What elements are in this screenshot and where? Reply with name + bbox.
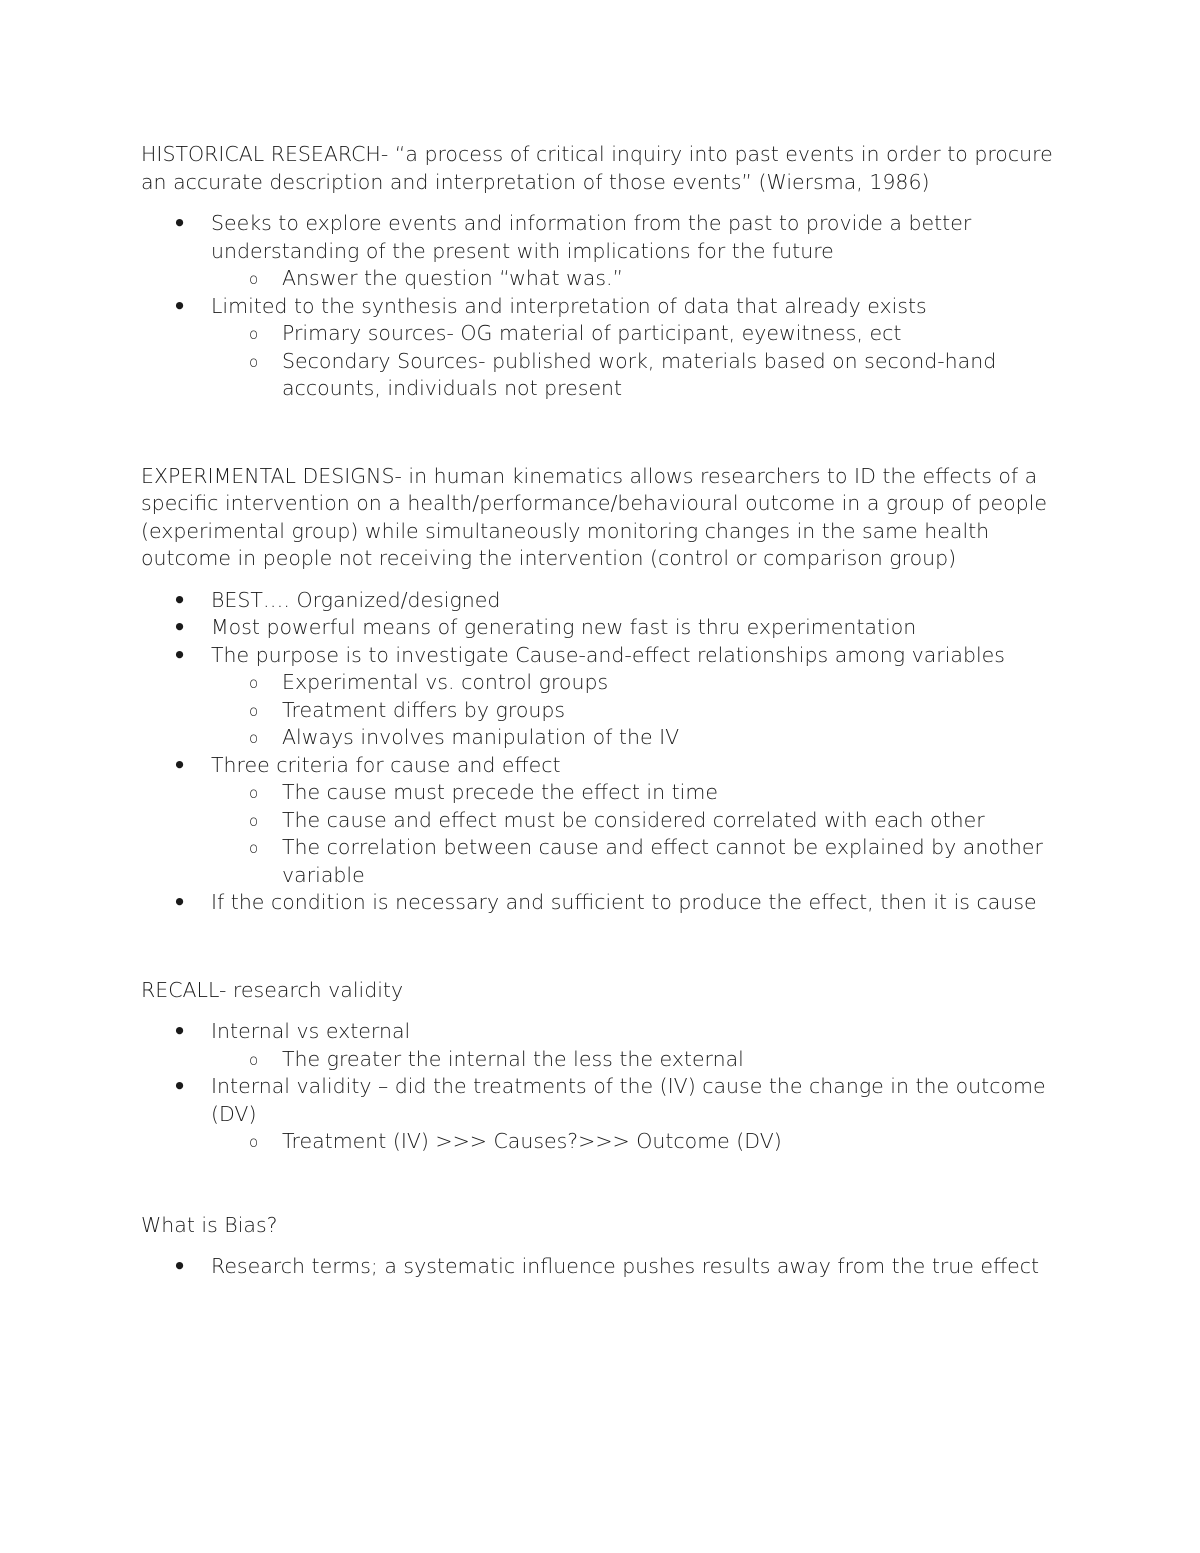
sub-list-item-text: Experimental vs. control groups [282, 670, 609, 694]
sub-bullet-icon [249, 808, 258, 836]
section-experimental-designs [141, 463, 1060, 917]
sub-bullet-icon [249, 698, 258, 726]
list-item [141, 1018, 1060, 1073]
sub-bullet-icon [249, 835, 258, 863]
sub-list [211, 320, 1060, 403]
bullet-list [141, 210, 1060, 403]
list-item-text: Research terms; a systematic influence pushes results away from the true effect [211, 1254, 1040, 1278]
sub-list-item-text: The cause and effect must be considered correlated with each other [282, 807, 985, 832]
bullet-list [141, 1018, 1060, 1156]
list-item-text: If the condition is necessary and sufficient to produce the effect, then it is cause [211, 890, 1037, 914]
bullet-icon [173, 1073, 185, 1101]
list-item-text: Seeks to explore events and information from the past to provide a better understanding of the present with implications for the future [211, 211, 972, 263]
sub-bullet-icon [249, 1047, 258, 1075]
sub-list-item-text: Treatment (IV) >>> Causes?>>> Outcome (DV) [282, 1129, 782, 1153]
list-item-text: Most powerful means of generating new fast is thru experimentation [211, 615, 917, 639]
list-item [141, 587, 1060, 615]
sub-list-item-text: The cause must precede the effect in time [282, 780, 718, 804]
sub-list-item [141, 1128, 1060, 1156]
sub-bullet-icon [249, 266, 258, 294]
sub-bullet-icon [249, 349, 258, 377]
bullet-icon [173, 1018, 185, 1046]
sub-list-item-text: Answer the question “what was.” [282, 266, 624, 290]
bullet-icon [173, 293, 185, 321]
section-intro: RECALL- research validity [141, 977, 404, 1002]
list-item-text: Three criteria for cause and effect [211, 752, 561, 777]
list-item-text: BEST…. Organized/designed [211, 587, 501, 612]
bullet-list [141, 1253, 1060, 1281]
section-intro: What is Bias? [141, 1212, 278, 1237]
sub-list [211, 265, 1060, 293]
list-item-text: The purpose is to investigate Cause-and-effect relationships among variables [211, 642, 1005, 667]
section-historical-research [141, 141, 1060, 403]
bullet-icon [173, 210, 185, 238]
sub-bullet-icon [249, 321, 258, 349]
sub-list-item [141, 779, 1060, 807]
section-spacer [141, 1156, 1060, 1212]
sub-list-item [141, 807, 1060, 835]
sub-list-item [141, 697, 1060, 725]
list-item-text: Internal validity – did the treatments of the (IV) cause the change in the outcome (DV) [211, 1074, 1046, 1126]
sub-list [211, 1128, 1060, 1156]
list-item [141, 1253, 1060, 1281]
list-item [141, 752, 1060, 890]
section-recall [141, 977, 1060, 1156]
sub-list-item [141, 320, 1060, 348]
list-item [141, 210, 1060, 293]
bullet-icon [173, 614, 185, 642]
sub-list [211, 669, 1060, 752]
bullet-icon [173, 889, 185, 917]
section-intro: HISTORICAL RESEARCH- “a process of critical inquiry into past events in order to procure an accurate description and interpretation of those events” (Wiersma, 1986) [141, 142, 1053, 194]
sub-list-item-text: Treatment differs by groups [282, 697, 566, 722]
sub-list-item-text: Primary sources- OG material of participant, eyewitness, ect [282, 321, 902, 345]
list-item [141, 642, 1060, 752]
sub-bullet-icon [249, 780, 258, 808]
list-item [141, 889, 1060, 917]
list-item [141, 1073, 1060, 1156]
list-item [141, 614, 1060, 642]
bullet-list [141, 587, 1060, 917]
sub-list-item-text: Secondary Sources- published work, materials based on second-hand accounts, individuals not present [282, 348, 997, 400]
section-spacer [141, 917, 1060, 977]
sub-bullet-icon [249, 1129, 258, 1157]
sub-bullet-icon [249, 670, 258, 698]
sub-list-item [141, 724, 1060, 752]
bullet-icon [173, 642, 185, 670]
sub-list-item [141, 1046, 1060, 1074]
sub-list [211, 1046, 1060, 1074]
sub-list-item-text: The greater the internal the less the external [282, 1046, 744, 1071]
bullet-icon [173, 1253, 185, 1281]
list-item-text: Limited to the synthesis and interpretation of data that already exists [211, 293, 927, 318]
list-item [141, 293, 1060, 403]
sub-list-item [141, 669, 1060, 697]
list-item-text: Internal vs external [211, 1019, 411, 1043]
section-spacer [141, 403, 1060, 463]
sub-list-item-text: Always involves manipulation of the IV [282, 725, 680, 749]
bullet-icon [173, 752, 185, 780]
section-bias [141, 1212, 1060, 1281]
section-intro: EXPERIMENTAL DESIGNS- in human kinematics allows researchers to ID the effects of a specific intervention on a health/performance/behavioural outcome in a group of people (experimental group) while simultaneously monitoring changes in the same health outcome in people not receiving the intervention (control or comparison group) [141, 463, 1048, 570]
sub-bullet-icon [249, 725, 258, 753]
sub-list-item [141, 348, 1060, 403]
sub-list-item-text: The correlation between cause and effect cannot be explained by another variable [282, 835, 1043, 887]
sub-list [211, 779, 1060, 889]
sub-list-item [141, 834, 1060, 889]
sub-list-item [141, 265, 1060, 293]
bullet-icon [173, 587, 185, 615]
